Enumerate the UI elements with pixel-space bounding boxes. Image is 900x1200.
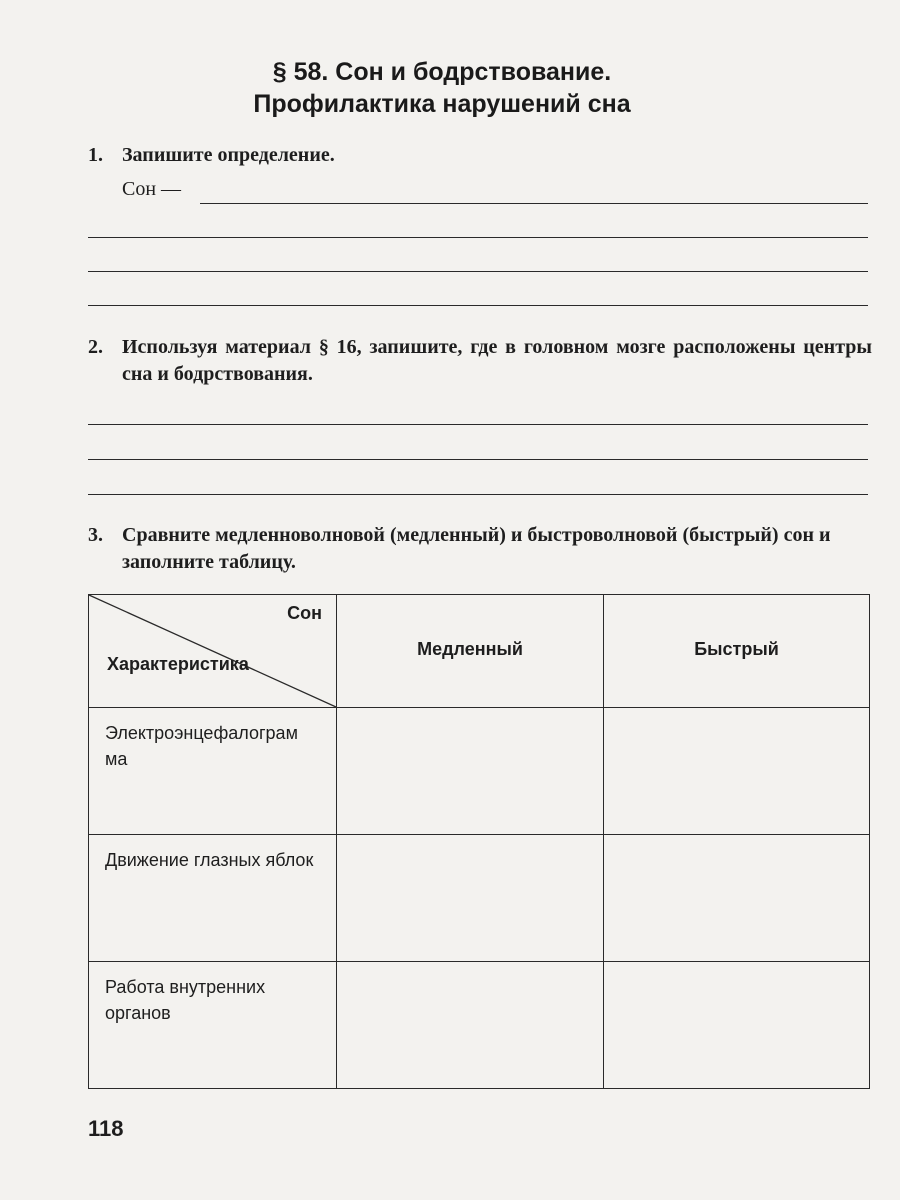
task-text: Используя материал § 16, запишите, где в головном мозге расположены центры сна и бодрствования. <box>122 336 872 385</box>
answer-line[interactable] <box>88 237 868 238</box>
table-corner-cell <box>89 595 337 708</box>
definition-term: Сон — <box>122 178 182 200</box>
answer-cell-fast[interactable] <box>604 708 870 835</box>
answer-line[interactable] <box>200 203 868 204</box>
answer-line[interactable] <box>88 271 868 272</box>
answer-cell-fast[interactable] <box>604 962 870 1089</box>
page-number: 118 <box>88 1116 124 1141</box>
column-header-fast: Быстрый <box>604 595 870 708</box>
task-number: 1. <box>88 144 103 166</box>
comparison-table <box>88 594 870 1089</box>
column-header-slow: Медленный <box>337 595 604 708</box>
corner-top-label: Сон <box>287 603 322 623</box>
table-row <box>89 708 870 835</box>
section-title: § 58. Сон и бодрствование. <box>272 58 612 86</box>
section-subtitle: Профилактика нарушений сна <box>253 90 631 118</box>
task-number: 2. <box>88 336 103 358</box>
task-number: 3. <box>88 524 103 546</box>
row-label: Работа внутренних органов <box>89 962 337 1089</box>
answer-cell-slow[interactable] <box>337 835 604 962</box>
answer-line[interactable] <box>88 459 868 460</box>
corner-bottom-label: Характеристика <box>107 654 249 674</box>
answer-cell-fast[interactable] <box>604 835 870 962</box>
task-text: Сравните медленноволновой (медленный) и быстроволновой (быстрый) сон и заполните таблицу. <box>122 524 831 573</box>
answer-cell-slow[interactable] <box>337 962 604 1089</box>
table-row <box>89 835 870 962</box>
answer-cell-slow[interactable] <box>337 708 604 835</box>
table-row <box>89 962 870 1089</box>
row-label: Движение глазных яблок <box>89 835 337 962</box>
answer-line[interactable] <box>88 305 868 306</box>
answer-line[interactable] <box>88 424 868 425</box>
row-label: Электроэнцефалограмма <box>89 708 337 835</box>
task-text: Запишите определение. <box>122 144 335 166</box>
answer-line[interactable] <box>88 494 868 495</box>
